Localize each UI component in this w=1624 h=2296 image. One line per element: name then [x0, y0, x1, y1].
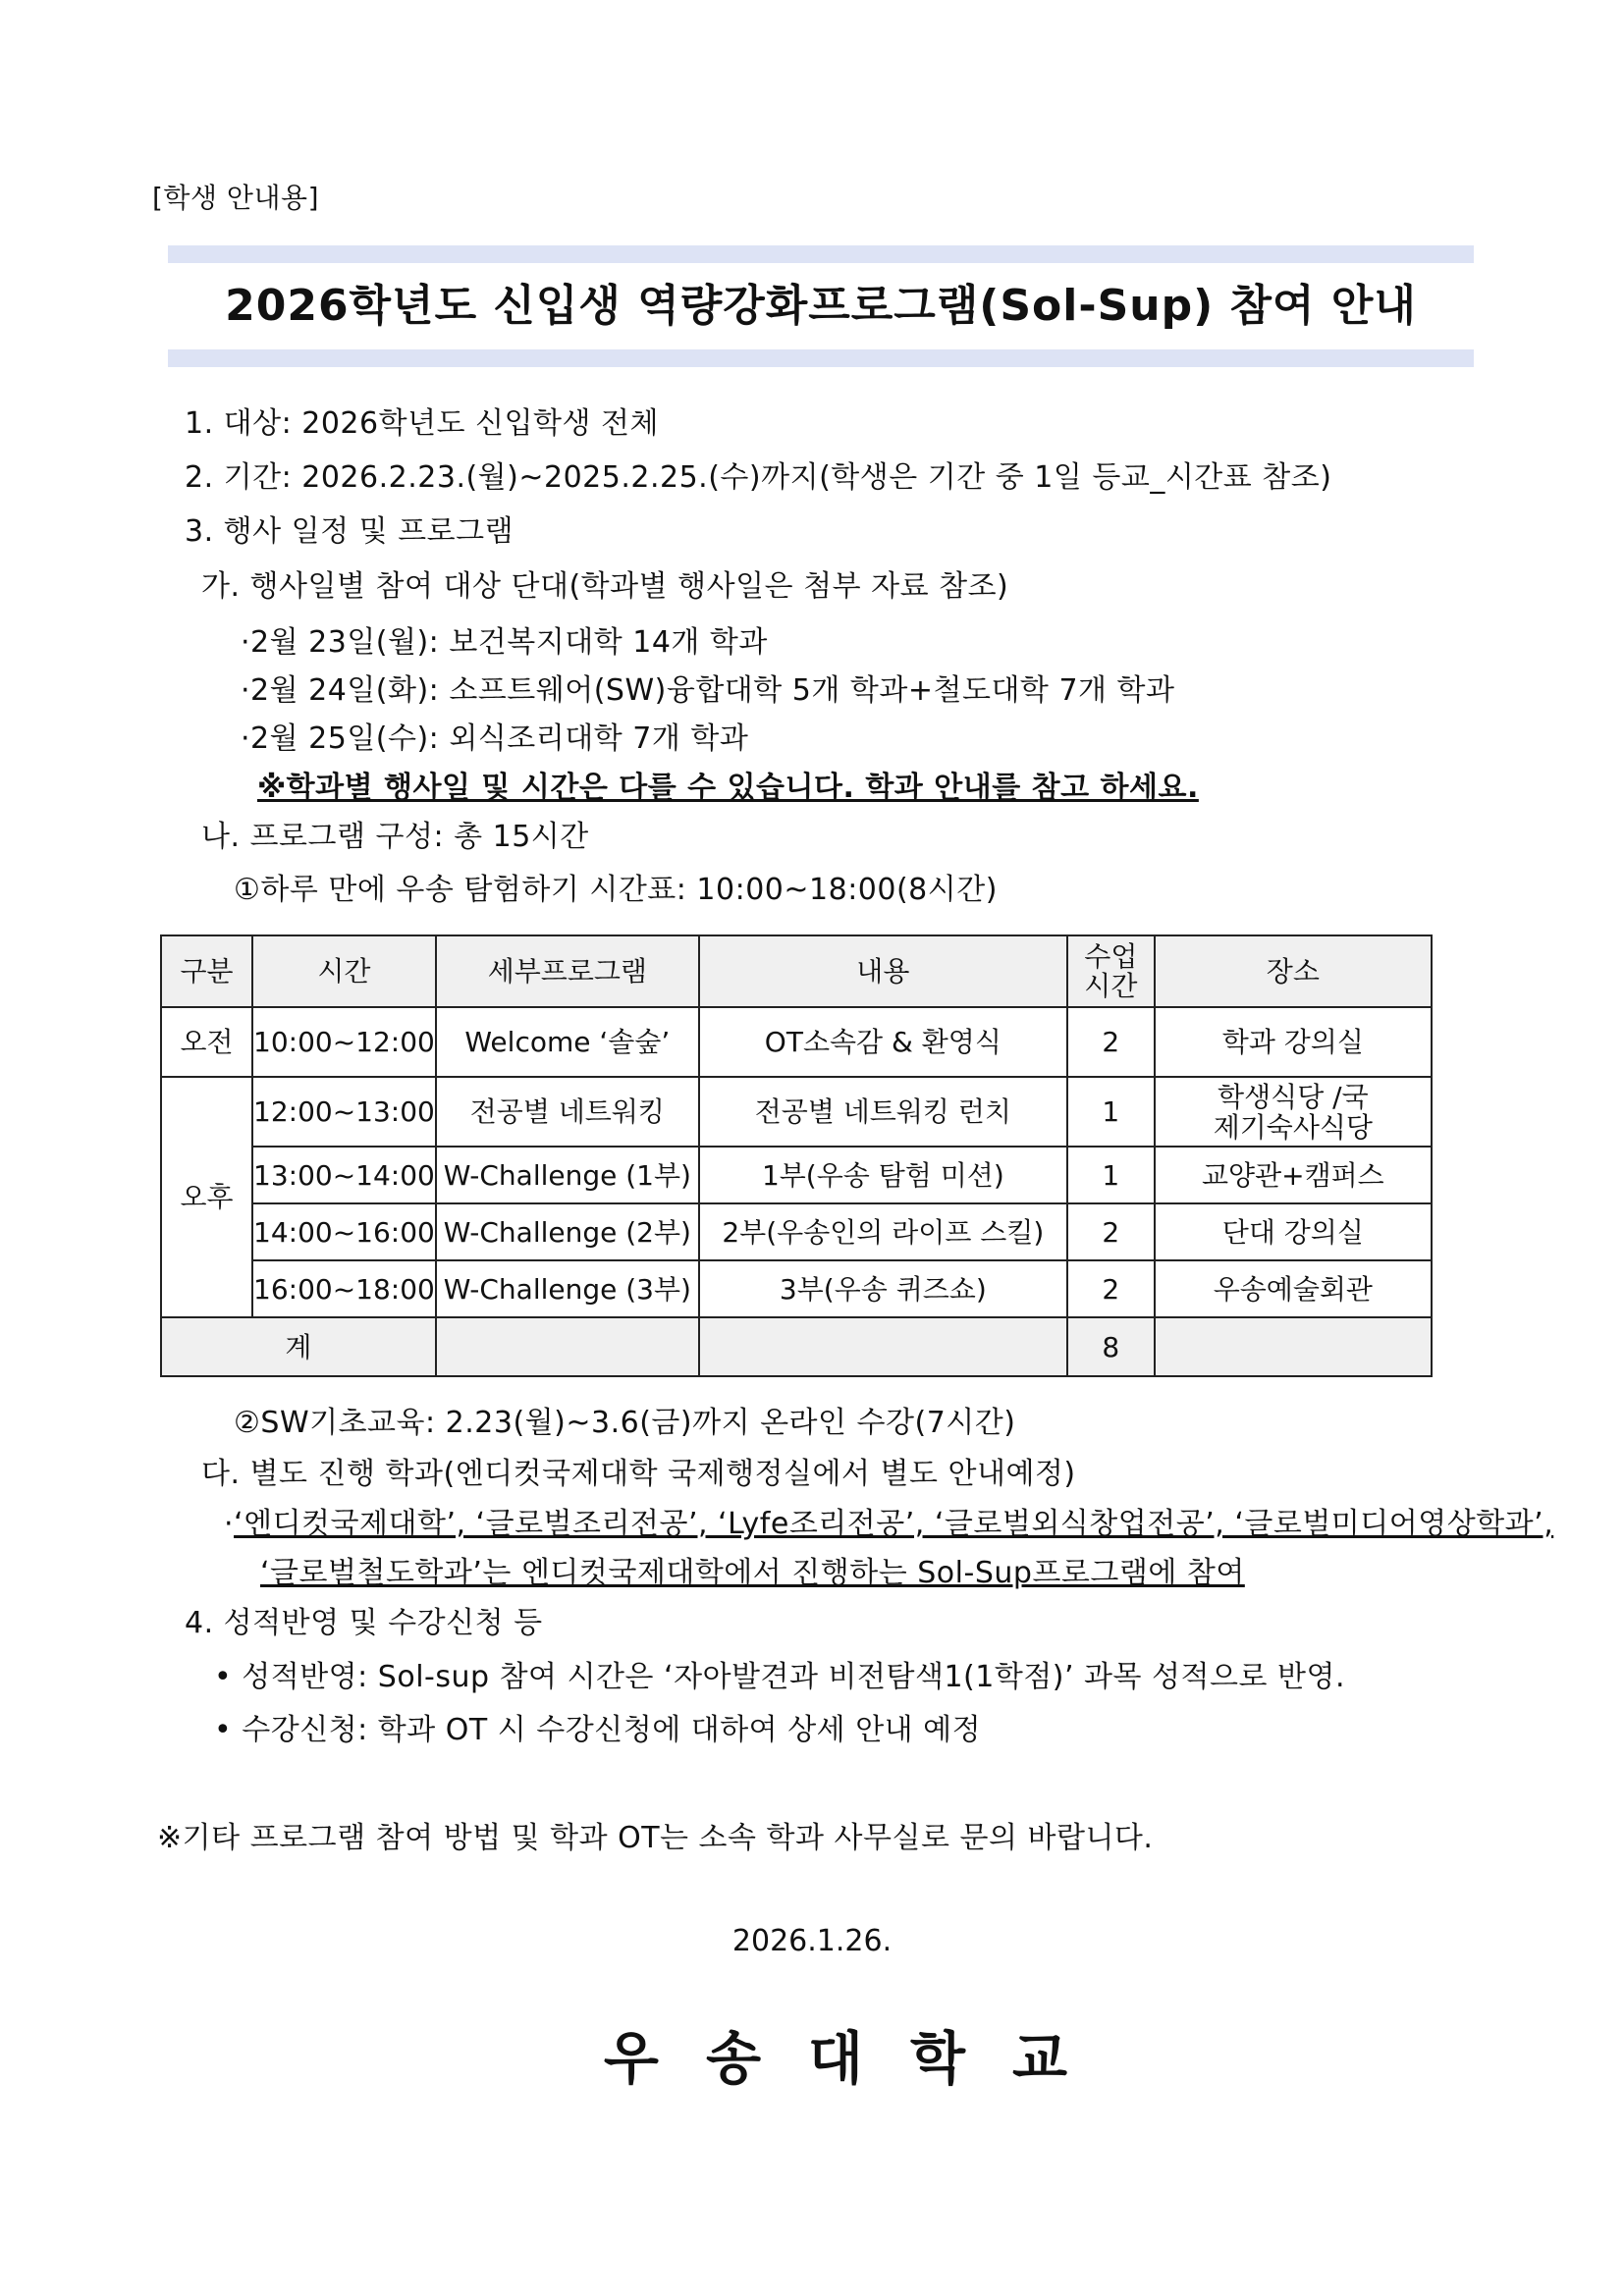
cell-program: 전공별 네트워킹 — [436, 1077, 699, 1147]
total-hours: 8 — [1067, 1317, 1155, 1376]
cell-place: 우송예술회관 — [1155, 1260, 1432, 1317]
university-signature: 우송대학교 — [603, 2025, 1115, 2092]
date-line-3: ·2월 25일(수): 외식조리대학 7개 학과 — [241, 721, 749, 756]
sub-da: 다. 별도 진행 학과(엔디컷국제대학 국제행정실에서 별도 안내예정) — [201, 1457, 1076, 1491]
table-row — [161, 1077, 1432, 1147]
table-row — [161, 1203, 1432, 1260]
total-label: 계 — [161, 1317, 436, 1376]
title-band-top — [168, 245, 1474, 263]
cell-place: 학생식당 /국제기숙사식당 — [1155, 1077, 1432, 1147]
cell-time: 14:00~16:00 — [252, 1203, 436, 1260]
table-row — [161, 1147, 1432, 1203]
cell-time: 10:00~12:00 — [252, 1007, 436, 1077]
total-empty-3 — [1155, 1317, 1432, 1376]
separate-depts-line-1 — [224, 1505, 1553, 1544]
document-tag: [학생 안내용] — [152, 182, 319, 214]
cell-time: 16:00~18:00 — [252, 1260, 436, 1317]
cell-hours: 2 — [1067, 1203, 1155, 1260]
cell-hours: 1 — [1067, 1147, 1155, 1203]
cell-program: W-Challenge (1부) — [436, 1147, 699, 1203]
cell-place: 교양관+캠퍼스 — [1155, 1147, 1432, 1203]
cell-hours: 1 — [1067, 1077, 1155, 1147]
date-line-2: ·2월 24일(화): 소프트웨어(SW)융합대학 5개 학과+철도대학 7개 학과 — [241, 673, 1175, 708]
cell-time: 13:00~14:00 — [252, 1147, 436, 1203]
item-period: 2. 기간: 2026.2.23.(월)~2025.2.25.(수)까지(학생은 기간 중 1일 등교_시간표 참조) — [185, 460, 1332, 495]
date-line-1: ·2월 23일(월): 보건복지대학 14개 학과 — [241, 625, 768, 660]
table-header-row — [161, 935, 1432, 1007]
cell-program: W-Challenge (2부) — [436, 1203, 699, 1260]
header-program: 세부프로그램 — [436, 935, 699, 1007]
header-content: 내용 — [699, 935, 1067, 1007]
cell-content: 2부(우송인의 라이프 스킬) — [699, 1203, 1067, 1260]
bullet-dot: · — [224, 1507, 235, 1541]
timetable-caption: ①하루 만에 우송 탐험하기 시간표: 10:00~18:00(8시간) — [234, 873, 998, 907]
table-row — [161, 1260, 1432, 1317]
bullet-registration: • 수강신청: 학과 OT 시 수강신청에 대하여 상세 안내 예정 — [214, 1713, 982, 1747]
cell-content: 3부(우송 퀴즈쇼) — [699, 1260, 1067, 1317]
cell-place: 단대 강의실 — [1155, 1203, 1432, 1260]
table-total-row — [161, 1317, 1432, 1376]
afternoon-label: 오후 — [161, 1077, 252, 1317]
sw-education-line: ②SW기초교육: 2.23(월)~3.6(금)까지 온라인 수강(7시간) — [234, 1406, 1016, 1440]
contact-notice: ※기타 프로그램 참여 방법 및 학과 OT는 소속 학과 사무실로 문의 바랍니다. — [157, 1821, 1154, 1855]
item-grades-heading: 4. 성적반영 및 수강신청 등 — [185, 1606, 543, 1640]
cell-program: W-Challenge (3부) — [436, 1260, 699, 1317]
total-empty-2 — [699, 1317, 1067, 1376]
cell-place: 학과 강의실 — [1155, 1007, 1432, 1077]
document-date: 2026.1.26. — [731, 1924, 893, 1958]
header-place: 장소 — [1155, 935, 1432, 1007]
cell-content: 1부(우송 탐험 미션) — [699, 1147, 1067, 1203]
schedule-notice: ※학과별 행사일 및 시간은 다를 수 있습니다. 학과 안내를 참고 하세요. — [257, 771, 1199, 805]
item-schedule-heading: 3. 행사 일정 및 프로그램 — [185, 514, 514, 549]
total-empty-1 — [436, 1317, 699, 1376]
page-title: 2026학년도 신입생 역량강화프로그램(Sol-Sup) 참여 안내 — [225, 281, 1417, 331]
item-target: 1. 대상: 2026학년도 신입학생 전체 — [185, 406, 660, 441]
sub-na: 나. 프로그램 구성: 총 15시간 — [201, 820, 589, 854]
table-row — [161, 1007, 1432, 1077]
cell-time: 12:00~13:00 — [252, 1077, 436, 1147]
header-category: 구분 — [161, 935, 252, 1007]
cell-hours: 2 — [1067, 1260, 1155, 1317]
morning-label: 오전 — [161, 1007, 252, 1077]
header-time: 시간 — [252, 935, 436, 1007]
cell-content: OT소속감 & 환영식 — [699, 1007, 1067, 1077]
cell-hours: 2 — [1067, 1007, 1155, 1077]
title-band-bottom — [168, 349, 1474, 367]
bullet-grades: • 성적반영: Sol-sup 참여 시간은 ‘자아발견과 비전탐색1(1학점)’ 과목 성적으로 반영. — [214, 1660, 1346, 1694]
separate-depts-text-1: ‘엔디컷국제대학’, ‘글로벌조리전공’, ‘Lyfe조리전공’, ‘글로벌외식창업전공’, ‘글로벌미디어영상학과’, — [234, 1507, 1554, 1541]
separate-depts-line-2: ‘글로벌철도학과’는 엔디컷국제대학에서 진행하는 Sol-Sup프로그램에 참여 — [260, 1556, 1245, 1590]
header-hours: 수업 시간 — [1067, 935, 1155, 1007]
timetable — [160, 934, 1433, 1377]
cell-content: 전공별 네트워킹 런치 — [699, 1077, 1067, 1147]
sub-ga: 가. 행사일별 참여 대상 단대(학과별 행사일은 첨부 자료 참조) — [201, 569, 1009, 604]
cell-program: Welcome ‘솔숲’ — [436, 1007, 699, 1077]
